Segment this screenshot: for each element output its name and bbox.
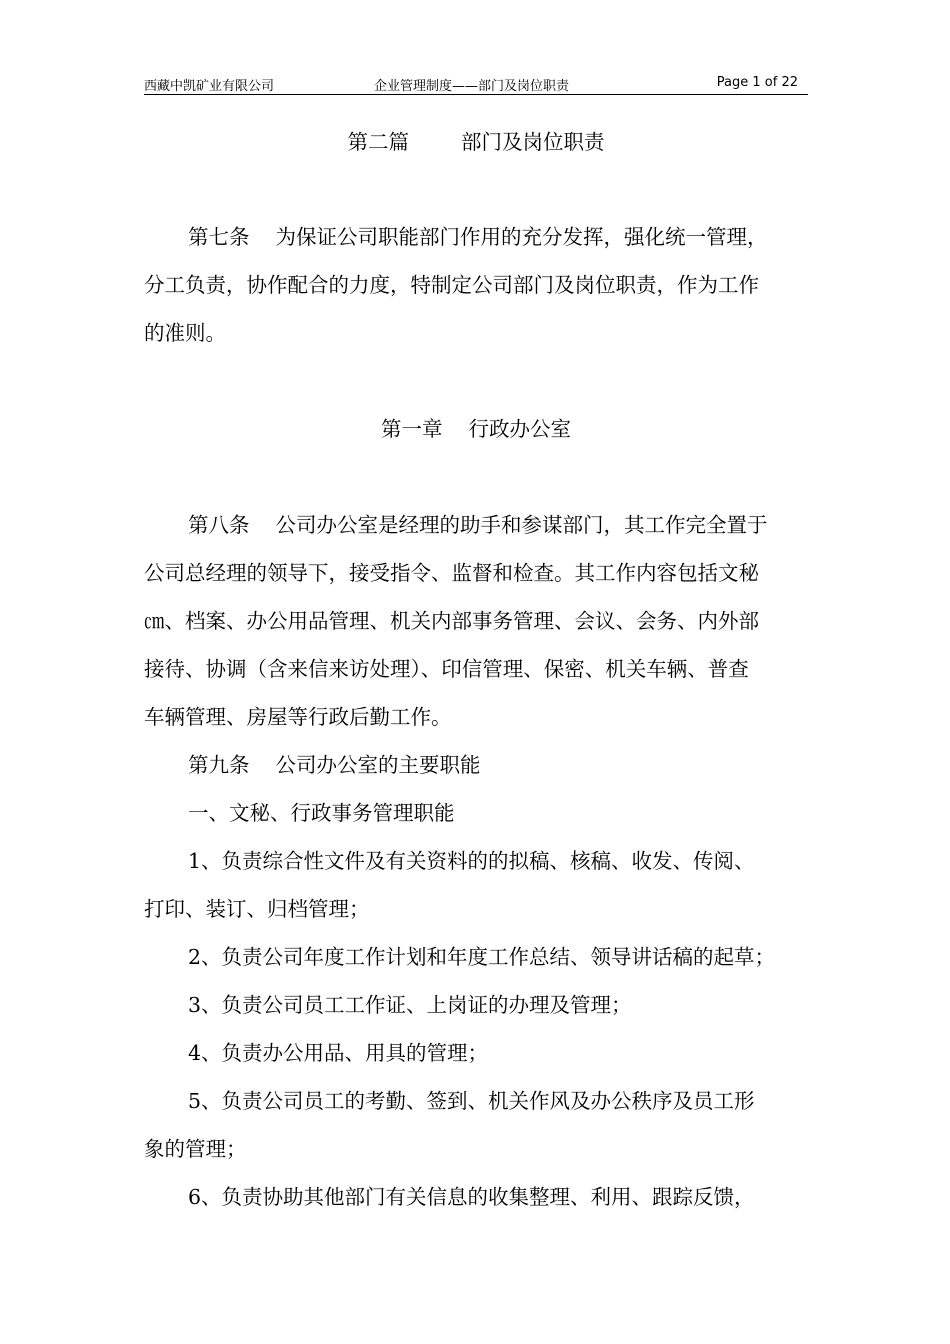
article-7-line-3: 的准则。 xyxy=(144,321,226,345)
article-9-number: 第九条 xyxy=(188,753,250,777)
article-9: 第九条 公司办公室的主要职能 xyxy=(188,753,481,777)
article-7-line-2: 分工负责，协作配合的力度，特制定公司部门及岗位职责，作为工作 xyxy=(144,273,759,297)
list-item-4: 4、负责办公用品、用具的管理； xyxy=(188,1041,489,1065)
list-item-6: 6、负责协助其他部门有关信息的收集整理、利用、跟踪反馈， xyxy=(188,1185,755,1209)
chapter-title xyxy=(144,417,808,441)
header-page-number: Page 1 of 22 xyxy=(716,75,798,90)
list-item-1-line-1: 1、负责综合性文件及有关资料的的拟稿、核稿、收发、传阅、 xyxy=(188,849,755,873)
section-1-heading: 一、文秘、行政事务管理职能 xyxy=(188,801,455,825)
list-item-5-line-2: 象的管理； xyxy=(144,1137,247,1161)
header-company: 西藏中凯矿业有限公司 xyxy=(144,79,275,94)
article-8-line-3: ㎝、档案、办公用品管理、机关内部事务管理、会议、会务、内外部 xyxy=(144,609,759,633)
article-8-line-4: 接待、协调（含来信来访处理）、印信管理、保密、机关车辆、普查 xyxy=(144,657,749,681)
article-8-number: 第八条 xyxy=(188,513,250,537)
list-item-5-line-1: 5、负责公司员工的考勤、签到、机关作风及办公秩序及员工形 xyxy=(188,1089,755,1113)
article-7-line-1: 第七条 为保证公司职能部门作用的充分发挥，强化统一管理， xyxy=(188,225,768,249)
header-title: 企业管理制度——部门及岗位职责 xyxy=(374,79,570,94)
part-name: 部门及岗位职责 xyxy=(461,130,605,154)
article-8-line-1: 第八条 公司办公室是经理的助手和参谋部门，其工作完全置于 xyxy=(188,513,768,537)
chapter-name: 行政办公室 xyxy=(468,417,571,441)
page-header xyxy=(144,74,808,95)
article-8-line-2: 公司总经理的领导下，接受指令、监督和检查。其工作内容包括文秘 xyxy=(144,561,759,585)
article-8-line-5: 车辆管理、房屋等行政后勤工作。 xyxy=(144,705,452,729)
list-item-3: 3、负责公司员工工作证、上岗证的办理及管理； xyxy=(188,993,632,1017)
chapter-label: 第一章 xyxy=(381,417,443,441)
part-label: 第二篇 xyxy=(347,130,409,154)
list-item-1-line-2: 打印、装订、归档管理； xyxy=(144,897,370,921)
list-item-2: 2、负责公司年度工作计划和年度工作总结、领导讲话稿的起草； xyxy=(188,945,776,969)
part-title xyxy=(144,130,808,154)
article-7-number: 第七条 xyxy=(188,225,250,249)
